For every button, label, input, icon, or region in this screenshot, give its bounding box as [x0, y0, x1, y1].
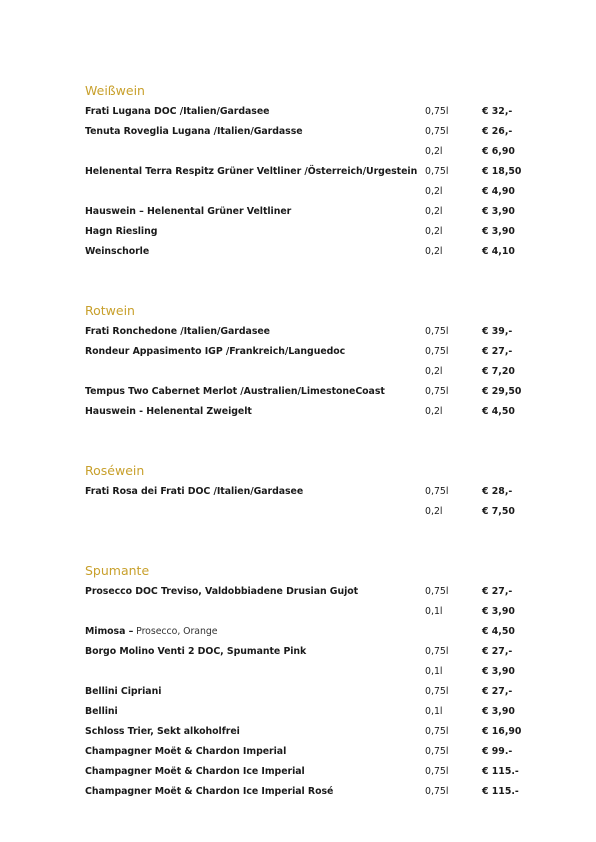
wine-price: € 4,50: [482, 626, 515, 637]
wine-price: € 3,90: [482, 226, 515, 237]
wine-volume: 0,75l: [425, 326, 449, 337]
wine-name: [85, 625, 218, 639]
wine-volume: 0,2l: [425, 146, 443, 157]
menu-row: [0, 125, 596, 139]
wine-price: € 6,90: [482, 146, 515, 157]
wine-name: Borgo Molino Venti 2 DOC, Spumante Pink: [85, 646, 307, 657]
menu-row: [0, 245, 596, 259]
section-title-spumante: Spumante: [85, 563, 150, 578]
menu-row: [0, 725, 596, 739]
wine-price: € 18,50: [482, 166, 522, 177]
wine-name: Helenental Terra Respitz Grüner Veltliner /Österreich/Urgestein: [85, 166, 418, 177]
wine-name: Frati Lugana DOC /Italien/Gardasee: [85, 106, 270, 117]
wine-name: Champagner Moët & Chardon Imperial: [85, 746, 287, 757]
menu-row: [0, 585, 596, 599]
wine-price: € 27,-: [482, 646, 513, 657]
wine-price: € 28,-: [482, 486, 513, 497]
wine-volume: 0,2l: [425, 366, 443, 377]
menu-row: [0, 365, 596, 379]
wine-volume: 0,75l: [425, 586, 449, 597]
wine-volume: 0,75l: [425, 746, 449, 757]
wine-price: € 99.-: [482, 746, 513, 757]
wine-name: Frati Ronchedone /Italien/Gardasee: [85, 326, 270, 337]
wine-volume: 0,2l: [425, 406, 443, 417]
wine-name: Weinschorle: [85, 246, 150, 257]
wine-name: Tempus Two Cabernet Merlot /Australien/LimestoneCoast: [85, 386, 385, 397]
wine-volume: 0,75l: [425, 386, 449, 397]
wine-volume: 0,75l: [425, 726, 449, 737]
wine-volume: 0,1l: [425, 706, 443, 717]
menu-row: [0, 325, 596, 339]
menu-row: [0, 685, 596, 699]
menu-row: [0, 345, 596, 359]
wine-name: Hauswein - Helenental Zweigelt: [85, 406, 252, 417]
wine-volume: 0,1l: [425, 606, 443, 617]
wine-price: € 115.-: [482, 766, 519, 777]
wine-name: Frati Rosa dei Frati DOC /Italien/Gardasee: [85, 486, 304, 497]
wine-name: Prosecco DOC Treviso, Valdobbiadene Drusian Gujot: [85, 586, 359, 597]
wine-volume: 0,75l: [425, 166, 449, 177]
wine-price: € 16,90: [482, 726, 522, 737]
wine-price: € 3,90: [482, 606, 515, 617]
wine-price: € 7,20: [482, 366, 515, 377]
menu-row: [0, 765, 596, 779]
wine-volume: 0,75l: [425, 786, 449, 797]
menu-row: [0, 505, 596, 519]
wine-price: € 4,10: [482, 246, 515, 257]
menu-row: [0, 225, 596, 239]
wine-price: € 32,-: [482, 106, 513, 117]
menu-row: [0, 665, 596, 679]
menu-row: [0, 485, 596, 499]
menu-row: [0, 785, 596, 799]
wine-name: Hagn Riesling: [85, 226, 158, 237]
menu-row: [0, 605, 596, 619]
menu-row: [0, 385, 596, 399]
wine-volume: 0,2l: [425, 246, 443, 257]
wine-price: € 3,90: [482, 706, 515, 717]
menu-row: [0, 745, 596, 759]
section-title-weisswein: Weißwein: [85, 83, 145, 98]
wine-volume: 0,2l: [425, 506, 443, 517]
section-title-rotwein: Rotwein: [85, 303, 135, 318]
menu-row: [0, 645, 596, 659]
wine-name: Tenuta Roveglia Lugana /Italien/Gardasse: [85, 126, 303, 137]
wine-price: € 4,90: [482, 186, 515, 197]
wine-price: € 3,90: [482, 206, 515, 217]
menu-row: [0, 705, 596, 719]
wine-volume: 0,2l: [425, 186, 443, 197]
section-title-rosewein: Roséwein: [85, 463, 145, 478]
wine-volume: 0,75l: [425, 126, 449, 137]
wine-name: Rondeur Appasimento IGP /Frankreich/Languedoc: [85, 346, 346, 357]
wine-volume: 0,2l: [425, 206, 443, 217]
wine-volume: 0,75l: [425, 486, 449, 497]
menu-row: [0, 145, 596, 159]
wine-volume: 0,2l: [425, 226, 443, 237]
wine-name-text: Mimosa –: [85, 626, 134, 637]
wine-price: € 39,-: [482, 326, 513, 337]
menu-row: [0, 205, 596, 219]
wine-volume: 0,75l: [425, 686, 449, 697]
wine-volume: 0,1l: [425, 666, 443, 677]
wine-name: Champagner Moët & Chardon Ice Imperial Rosé: [85, 786, 334, 797]
wine-price: € 3,90: [482, 666, 515, 677]
menu-row: [0, 165, 596, 179]
wine-price: € 26,-: [482, 126, 513, 137]
wine-price: € 27,-: [482, 346, 513, 357]
menu-row: [0, 625, 596, 639]
wine-price: € 7,50: [482, 506, 515, 517]
wine-volume: 0,75l: [425, 646, 449, 657]
wine-price: € 115.-: [482, 786, 519, 797]
wine-volume: 0,75l: [425, 346, 449, 357]
wine-note: Prosecco, Orange: [133, 626, 218, 637]
menu-row: [0, 105, 596, 119]
wine-name: Schloss Trier, Sekt alkoholfrei: [85, 726, 240, 737]
wine-name: Bellini: [85, 706, 118, 717]
wine-price: € 27,-: [482, 586, 513, 597]
wine-price: € 29,50: [482, 386, 522, 397]
wine-price: € 4,50: [482, 406, 515, 417]
wine-name: Bellini Cipriani: [85, 686, 162, 697]
wine-price: € 27,-: [482, 686, 513, 697]
wine-volume: 0,75l: [425, 766, 449, 777]
wine-name: Hauswein – Helenental Grüner Veltliner: [85, 206, 292, 217]
wine-name: Champagner Moët & Chardon Ice Imperial: [85, 766, 305, 777]
menu-row: [0, 185, 596, 199]
menu-row: [0, 405, 596, 419]
wine-volume: 0,75l: [425, 106, 449, 117]
